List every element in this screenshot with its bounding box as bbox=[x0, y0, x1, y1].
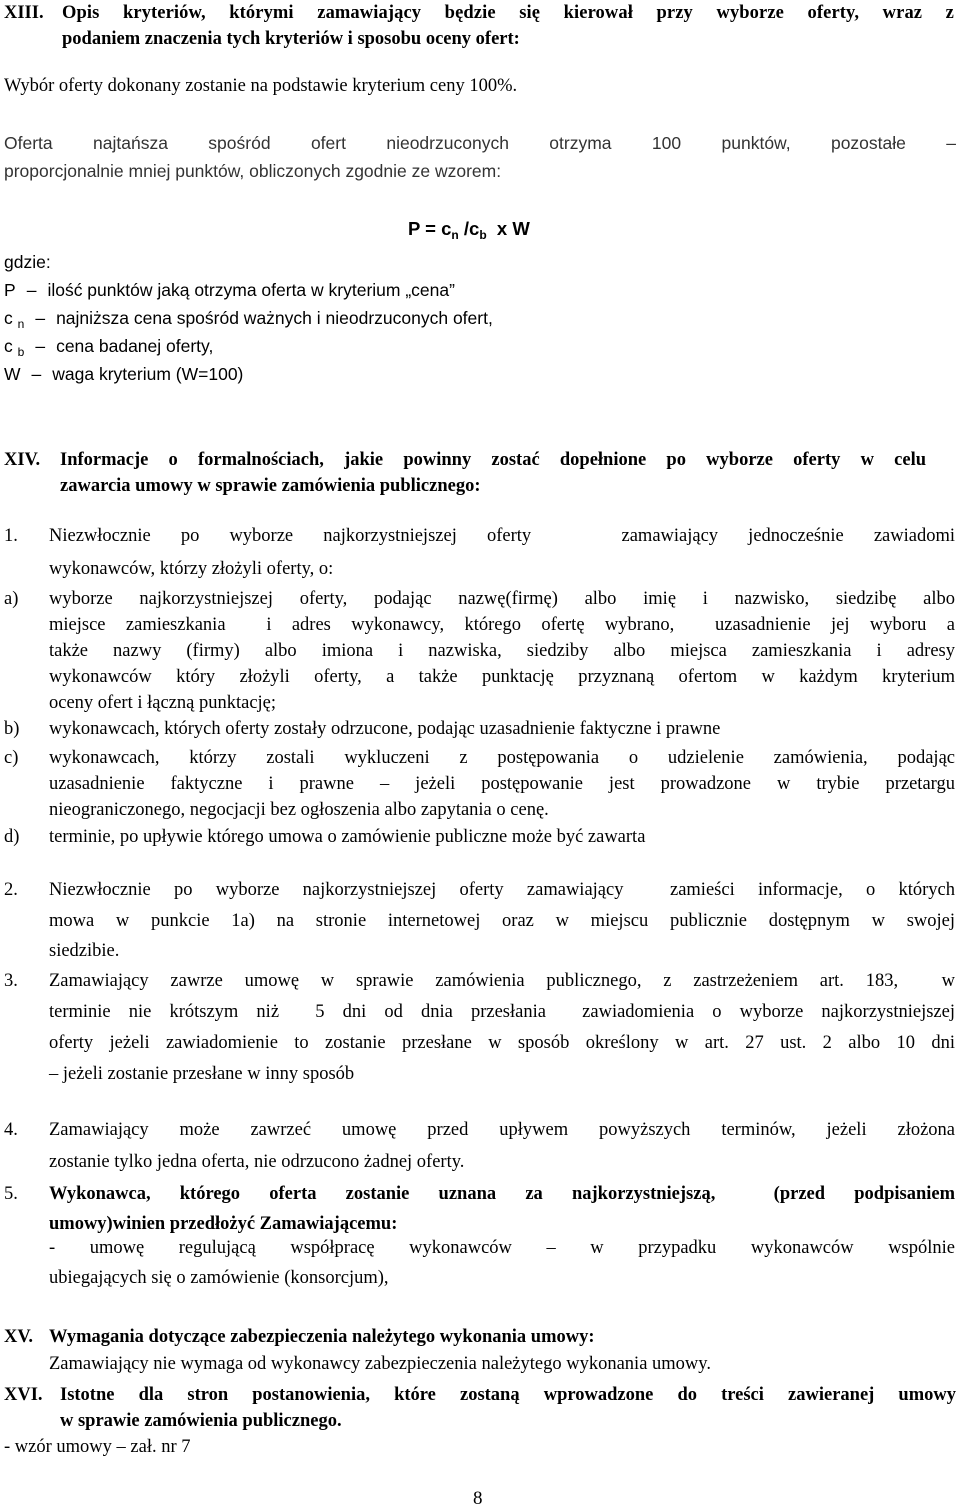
item-3-line-3: oferty jeżeli zawiadomienie to zostanie przesłane w sposób określony w art. 27 ust. 2 albo 10 dni bbox=[49, 1033, 955, 1053]
item-b-line-1: wykonawcach, których oferty zostały odrzucone, podając uzasadnienie faktyczne i prawne bbox=[49, 719, 721, 739]
criterion-paragraph: Wybór oferty dokonany zostanie na podstawie kryterium ceny 100%. bbox=[4, 76, 518, 96]
scoring-paragraph-line-1: Oferta najtańsza spośród ofert nieodrzuconych otrzyma 100 punktów, pozostałe – bbox=[4, 133, 956, 153]
item-5-line-2: umowy)winien przedłożyć Zamawiającemu: bbox=[49, 1214, 398, 1234]
item-3-line-4: – jeżeli zostanie przesłane w inny sposób bbox=[49, 1064, 355, 1084]
page-number: 8 bbox=[473, 1488, 483, 1509]
section-13-heading-line-1: Opis kryteriów, którymi zamawiający będzie się kierował przy wyborze oferty, wraz z bbox=[62, 3, 954, 23]
attachment-note: - wzór umowy – zał. nr 7 bbox=[4, 1437, 191, 1457]
item-4-line-1: Zamawiający może zawrzeć umowę przed upływem powyższych terminów, jeżeli złożona bbox=[49, 1120, 955, 1140]
section-13-heading-line-2: podaniem znaczenia tych kryteriów i sposobu oceny ofert: bbox=[62, 29, 520, 49]
section-14-heading-line-1: Informacje o formalnościach, jakie powinny zostać dopełnione po wyborze oferty w celu bbox=[60, 450, 926, 470]
section-16-number: XVI. bbox=[4, 1385, 43, 1405]
item-c-line-2: uzasadnienie faktyczne i prawne – jeżeli postępowanie jest prowadzone w trybie przetargu bbox=[49, 774, 955, 794]
item-5-line-1: Wykonawca, którego oferta zostanie uznana za najkorzystniejszą, (przed podpisaniem bbox=[49, 1184, 955, 1204]
item-4-line-2: zostanie tylko jedna oferta, nie odrzucono żadnej oferty. bbox=[49, 1152, 465, 1172]
item-1-number: 1. bbox=[4, 526, 18, 546]
item-2-line-1: Niezwłocznie po wyborze najkorzystniejszej oferty zamawiający zamieści informacje, o których bbox=[49, 880, 955, 900]
section-13-number: XIII. bbox=[4, 3, 44, 23]
definition-tested-price: c $_b$ – cena badanej oferty, bbox=[4, 336, 214, 359]
item-5-number: 5. bbox=[4, 1184, 18, 1204]
item-3-line-1: Zamawiający zawrze umowę w sprawie zamówienia publicznego, z zastrzeżeniem art. 183, w bbox=[49, 971, 955, 991]
item-a-line-4: wykonawców który złożyli oferty, a także punktację przyznaną ofertom w każdym kryterium bbox=[49, 667, 955, 687]
item-c-line-3: nieograniczonego, negocjacji bez ogłoszenia albo zapytania o cenę. bbox=[49, 800, 549, 820]
where-label: gdzie: bbox=[4, 252, 51, 272]
item-a-line-1: wyborze najkorzystniejszej oferty, podając nazwę(firmę) albo imię i nazwisko, siedzibę albo bbox=[49, 589, 955, 609]
item-1-line-1: Niezwłocznie po wyborze najkorzystniejszej oferty zamawiający jednocześnie zawiadomi bbox=[49, 526, 955, 546]
item-a-line-5: oceny ofert i łączną punktację; bbox=[49, 693, 277, 713]
item-d-line-1: terminie, po upływie którego umowa o zamówienie publiczne może być zawarta bbox=[49, 827, 646, 847]
item-a-line-3: także nazwy (firmy) albo imiona i nazwiska, siedziby albo miejsca zamieszkania i adresy bbox=[49, 641, 955, 661]
item-a-label: a) bbox=[4, 589, 19, 609]
scoring-paragraph-line-2: proporcjonalnie mniej punktów, obliczonych zgodnie ze wzorem: bbox=[4, 161, 502, 181]
item-b-label: b) bbox=[4, 719, 20, 739]
section-15-number: XV. bbox=[4, 1327, 33, 1347]
section-14-heading-line-2: zawarcia umowy w sprawie zamówienia publicznego: bbox=[60, 476, 481, 496]
item-2-number: 2. bbox=[4, 880, 18, 900]
scoring-formula: $P = c_n$ $/c_b$ x W bbox=[408, 218, 530, 242]
section-16-heading-line-1: Istotne dla stron postanowienia, które zostaną wprowadzone do treści zawieranej umowy bbox=[60, 1385, 956, 1405]
definition-weight: W – waga kryterium (W=100) bbox=[4, 364, 244, 384]
item-1-line-2: wykonawców, którzy złożyli oferty, o: bbox=[49, 559, 334, 579]
definition-points: P – ilość punktów jaką otrzyma oferta w kryterium „cena” bbox=[4, 280, 455, 300]
section-16-heading-line-2: w sprawie zamówienia publicznego. bbox=[60, 1411, 342, 1431]
item-3-line-2: terminie nie krótszym niż 5 dni od dnia przesłania zawiadomienia o wyborze najkorzystniejszej bbox=[49, 1002, 955, 1022]
section-15-text: Zamawiający nie wymaga od wykonawcy zabezpieczenia należytego wykonania umowy. bbox=[49, 1354, 711, 1374]
item-5-line-3: - umowę regulującą współpracę wykonawców – w przypadku wykonawców wspólnie bbox=[49, 1238, 955, 1258]
section-15-heading: Wymagania dotyczące zabezpieczenia należytego wykonania umowy: bbox=[49, 1327, 595, 1347]
item-3-number: 3. bbox=[4, 971, 18, 991]
definition-lowest-price: c $_n$ – najniższa cena spośród ważnych i nieodrzuconych ofert, bbox=[4, 308, 493, 331]
item-d-label: d) bbox=[4, 827, 20, 847]
item-2-line-2: mowa w punkcie 1a) na stronie internetowej oraz w miejscu publicznie dostępnym w swojej bbox=[49, 911, 955, 931]
item-5-line-4: ubiegających się o zamówienie (konsorcjum), bbox=[49, 1268, 389, 1288]
item-c-line-1: wykonawcach, którzy zostali wykluczeni z postępowania o udzielenie zamówienia, podając bbox=[49, 748, 955, 768]
item-4-number: 4. bbox=[4, 1120, 18, 1140]
item-a-line-2: miejsce zamieszkania i adres wykonawcy, którego ofertę wybrano, uzasadnienie jej wyboru a bbox=[49, 615, 955, 635]
section-14-number: XIV. bbox=[4, 450, 41, 470]
item-2-line-3: siedzibie. bbox=[49, 941, 120, 961]
item-c-label: c) bbox=[4, 748, 19, 768]
